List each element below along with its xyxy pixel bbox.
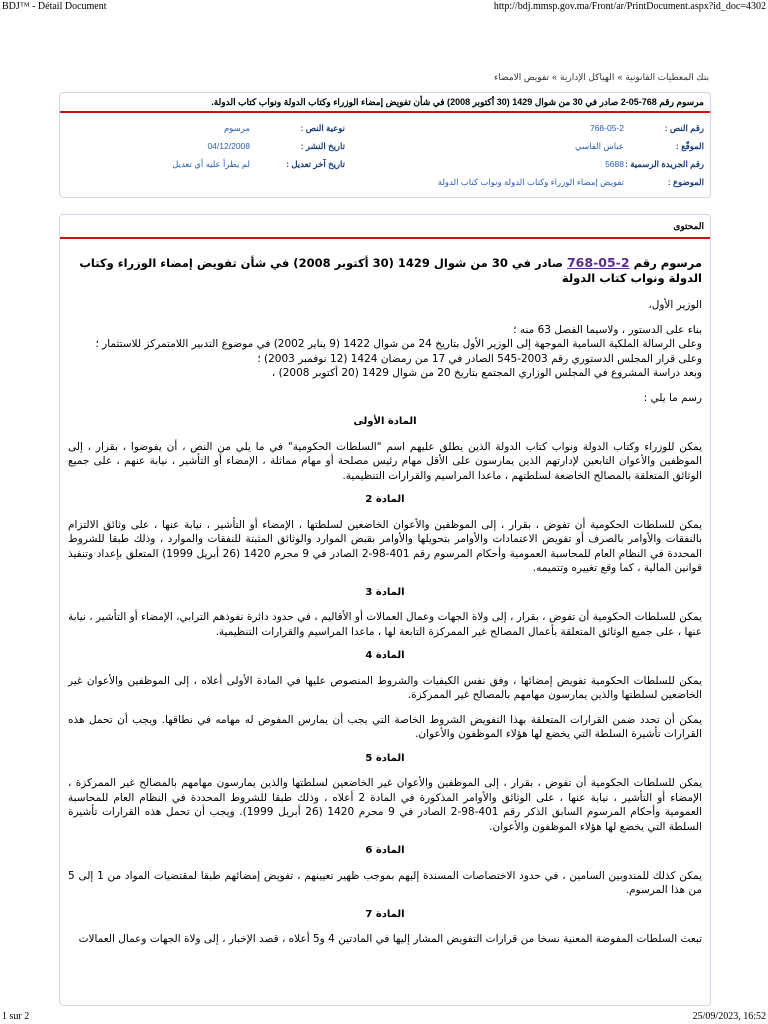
breadcrumb-separator: » (552, 72, 558, 82)
subject-label: الموضوع : (667, 177, 704, 187)
lastmod-value: لم يطرأ عليه أي تعديل (172, 159, 250, 169)
type-value: مرسوم (223, 123, 250, 133)
document-content-panel (59, 214, 711, 1006)
article-heading: المادة 7 (365, 908, 405, 920)
metadata-row (60, 141, 710, 157)
article-text: يمكن أن تحدد ضمن القرارات المتعلقة بهذا التفويض الشروط الخاصة التي يجب أن يمارس المفوض له مهامه في نطاقها. ويجب أن تحمل هذه القرارات تأشيرة السلطة التي يخضع لها هؤلاء الموظفون والأعوان. (68, 713, 702, 740)
decree-number-link[interactable]: 2-05-768 (566, 255, 630, 270)
pubdate-value: 04/12/2008 (207, 141, 250, 151)
preamble-heading: الوزير الأول، (648, 299, 702, 311)
content-body (60, 239, 710, 947)
document-metadata-panel (59, 92, 711, 198)
metadata-row (60, 177, 710, 193)
page-counter: 1 sur 2 (2, 1011, 30, 1022)
article-text: يمكن للسلطات الحكومية أن تفوض ، بقرار ، إلى الموظفين والأعوان الخاضعين لسلطتها ، الإمضاء أو التأشير ، نيابة عنها ، على وثائق الالتزام بالنفقات والأوامر بالصرف أو تفويض الاعتمادات والأوامر بتحويلها والأوامر بقبض الموارد والوثائق المثبتة للنفقات والموارد ، وذلك طبقا للشروط المحددة في النظام العام للمحاسبة العمومية وأحكام المرسوم رقم 401-98-2 الصادر في 9 محرم 1420 (26 أبريل 1999) المتعلق بإعداد وتنفيذ قوانين المالية ، كما وقع تغييره وتتميمه. (68, 518, 703, 574)
number-value: 768-05-2 (589, 123, 624, 133)
preamble-line: بناء على الدستور ، ولاسيما الفصل 63 منه ؛ (513, 323, 702, 336)
article-text: يمكن للسلطات الحكومية أن تفوض ، بقرار ، إلى الموظفين والأعوان غير الخاضعين لسلطتها والذين يمارسون مهامهم بالمصالح غير الممركزة ، الإمضاء أو التأشير ، نيابة عنها ، على الوثائق والأوامر المذكورة في المادة 2 أعلاه ، وذلك طبقا للشروط المحددة في النظام العام للمحاسبة العمومية وأحكام المرسوم السابق الذكر رقم 401-98-2 الصادر في 9 محرم 1420 (26 أبريل 1999). ويجب أن تحمل هذه القرارات تأشيرة السلطة التي يخضع لها هؤلاء الموظفون والأعوان. (68, 777, 703, 833)
decree-title (68, 255, 702, 286)
print-footer (0, 1010, 768, 1024)
type-label: نوعية النص : (300, 123, 345, 133)
print-header-title: BDJ™ - Détail Document (2, 1, 107, 12)
preamble-line: وعلى الرسالة الملكية السامية الموجهة إلى الوزير الأول بتاريخ 24 من شوال 1422 (9 يناير 2002) في موضوع التدبير اللامتمركز للاستثمار ؛ (95, 338, 702, 350)
gazette-label: رقم الجريدة الرسمية : (625, 159, 704, 169)
article-heading: المادة 4 (365, 650, 405, 661)
metadata-grid (60, 113, 710, 193)
breadcrumb (59, 72, 709, 83)
metadata-row (60, 159, 710, 175)
print-header (0, 0, 768, 14)
gazette-value: 5688 (605, 159, 624, 169)
preamble-line: وبعد دراسة المشروع في المجلس الوزاري المجتمع بتاريخ 20 من شوال 1429 (20 أكتوبر 2008) ، (271, 367, 702, 379)
subject-value: تفويض إمضاء الوزراء وكتاب الدولة ونواب كتاب الدولة (437, 177, 624, 187)
article-heading: المادة 2 (365, 494, 405, 505)
print-timestamp: 25/09/2023, 16:52 (692, 1011, 766, 1022)
decree-title-prefix: مرسوم رقم (633, 256, 702, 270)
article-text: يمكن كذلك للمندوبين السامين ، في حدود الاختصاصات المسندة إليهم بموجب ظهير تعيينهم ، تفويض إمضائهم طبقا لمقتضيات المواد من 1 إلى 5 من هذا المرسوم. (68, 869, 702, 896)
article-text: يمكن للوزراء وكتاب الدولة ونواب كتاب الدولة الذين يطلق عليهم اسم "السلطات الحكومية" في ما يلي من النص ، أن يفوضوا ، بقرار ، إلى الموظفين والأعوان التابعين لإدارتهم الذين يمارسون على الأقل مهام رئيس مصلحة أو مهام مماثلة ، الإمضاء أو التأشير ، نيابة عنهم ، على جميع الوثائق المتعلقة بالمصالح الخاضعة لسلطتهم ، ماعدا المراسيم والقرارات التنظيمية. (68, 440, 702, 482)
signer-value: عباس الفاسي (574, 141, 624, 151)
document-title: مرسوم رقم 768-05-2 صادر في 30 من شوال 1429 (30 أكتوبر 2008) في شأن تفويض إمضاء الوزراء وكتاب الدولة ونواب كتاب الدولة. (60, 93, 710, 113)
breadcrumb-item[interactable]: الهياكل الإدارية (560, 72, 615, 82)
metadata-row (60, 123, 710, 139)
signer-label: الموقّع : (675, 141, 704, 151)
breadcrumb-item[interactable]: بنك المعطيات القانونية (625, 72, 709, 82)
article-heading: المادة 3 (365, 586, 405, 598)
decree-title-rest: صادر في 30 من شوال 1429 (30 أكتوبر 2008) في شأن تفويض إمضاء الوزراء وكتاب الدولة ونواب كتاب الدولة (79, 256, 702, 285)
article-heading: المادة الأولى (353, 416, 417, 427)
lastmod-label: تاريخ آخر تعديل : (286, 159, 345, 169)
article-heading: المادة 5 (365, 752, 405, 764)
article-text: يمكن للسلطات الحكومية تفويض إمضائها ، وفق نفس الكيفيات والشروط المنصوص عليها في المادة الأولى أعلاه ، إلى الموظفين والأعوان غير الخاضعين لسلطتها والذين يمارسون مهامهم بالمصالح غير الممركزة. (68, 674, 702, 701)
article-text: يمكن للسلطات الحكومية أن تفوض ، بقرار ، إلى ولاة الجهات وعمال العمالات أو الأقاليم ، في حدود دائرة نفوذهم الترابي، الإمضاء أو التأشير ، نيابة عنها ، على جميع الوثائق المتعلقة بأعمال المصالح غير الممركزة التابعة لها ، ماعدا المراسيم والقرارات التنظيمية. (68, 611, 702, 638)
breadcrumb-item[interactable]: تفويض الامضاء (494, 72, 550, 82)
print-header-url: http://bdj.mmsp.gov.ma/Front/ar/PrintDocument.aspx?id_doc=4302 (493, 1, 766, 12)
breadcrumb-separator: » (617, 72, 623, 82)
content-heading: المحتوى (60, 215, 710, 239)
article-text: تبعث السلطات المفوضة المعنية نسخا من قرارات التفويض المشار إليها في المادتين 4 و5 أعلاه ، قصد الإخبار ، إلى ولاة الجهات وعمال العمالات (78, 933, 702, 945)
preamble-line: وعلى قرار المجلس الدستوري رقم 2003-545 الصادر في 17 من رمضان 1424 (12 نوفمبر 2003) ؛ (257, 352, 702, 365)
pubdate-label: تاريخ النشر : (300, 141, 345, 151)
number-label: رقم النص : (664, 123, 704, 133)
article-heading: المادة 6 (365, 845, 405, 856)
decree-formula: رسم ما يلي : (643, 391, 702, 404)
preamble (68, 323, 702, 381)
